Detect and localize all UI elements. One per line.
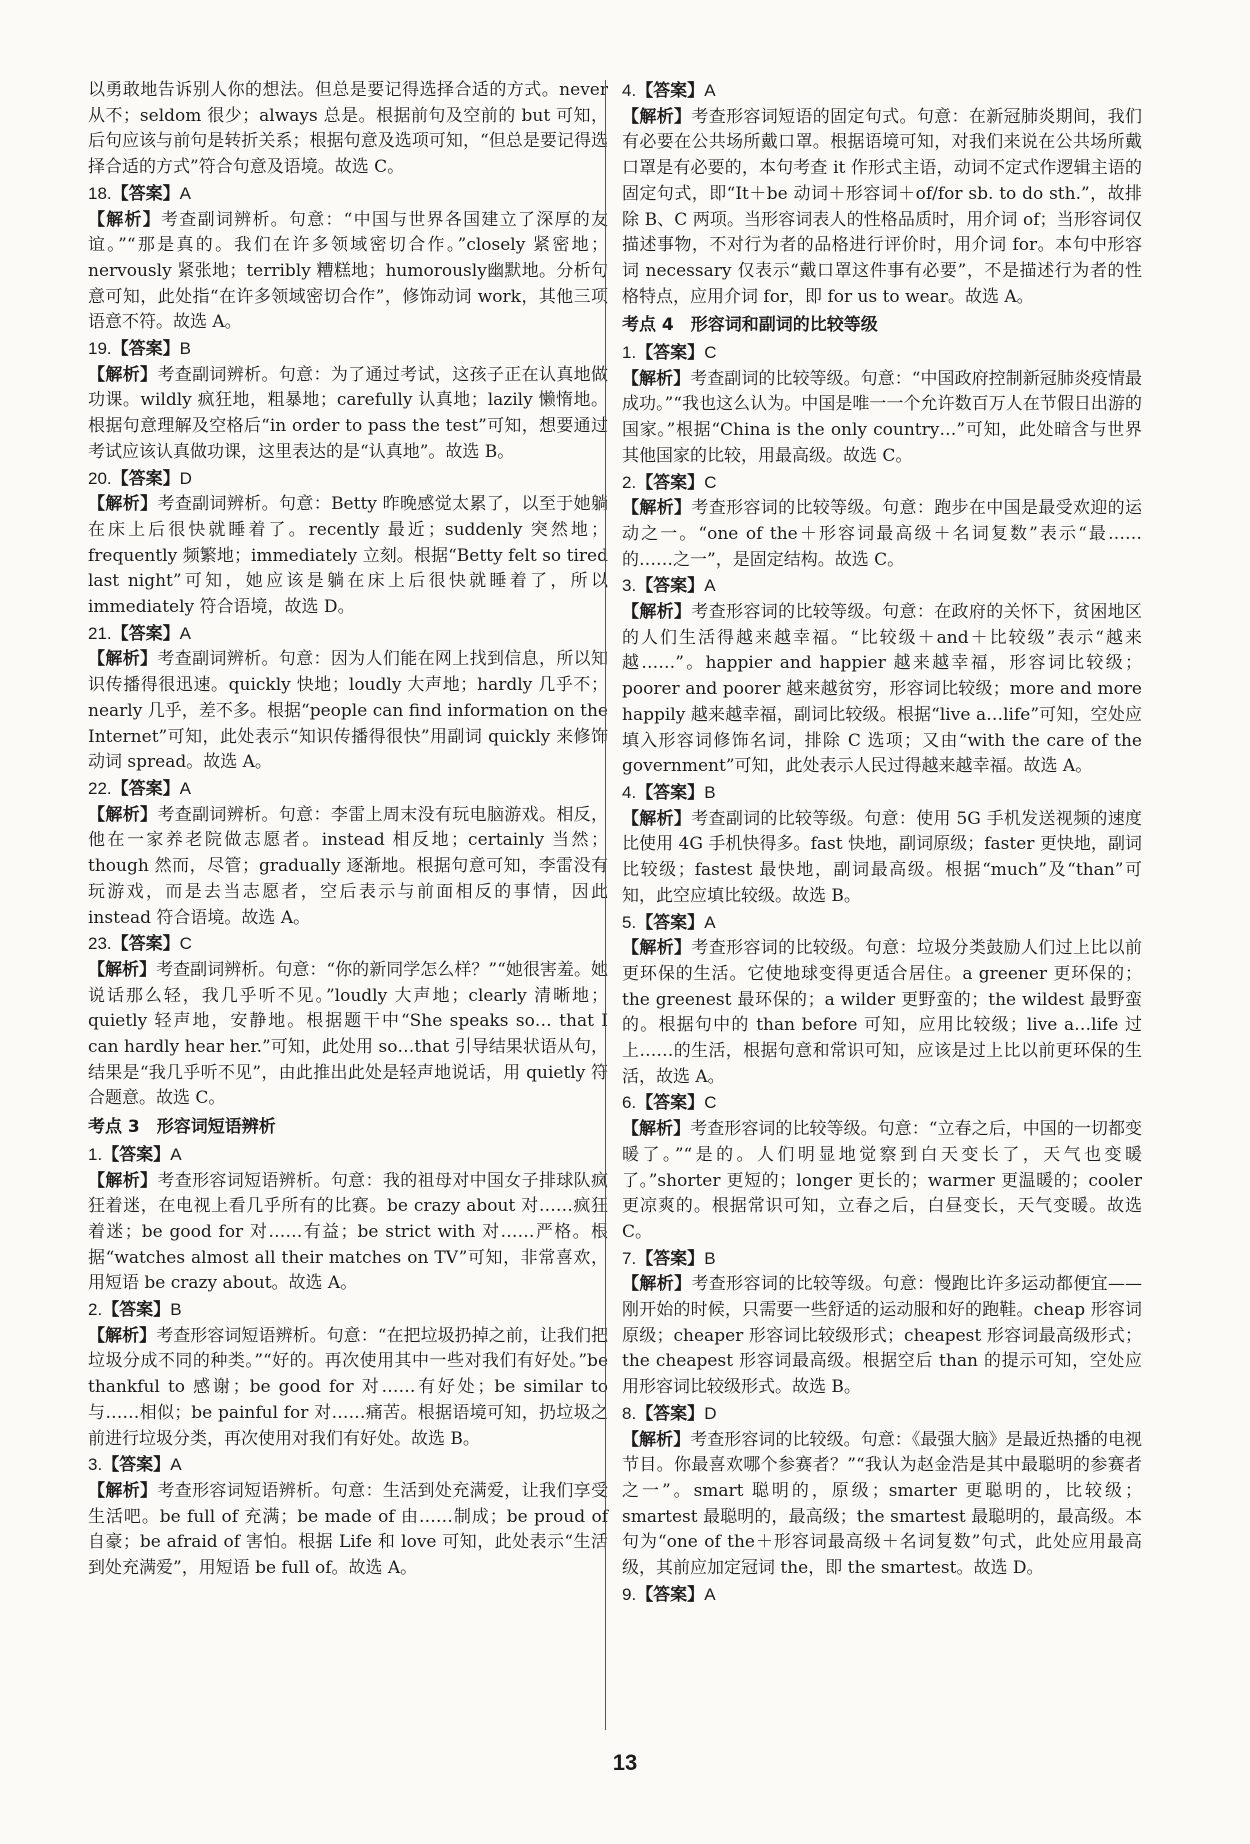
answer-choice: A xyxy=(704,576,716,596)
answer-tag: 【答案】 xyxy=(636,343,705,364)
explanation xyxy=(622,105,1142,311)
section-heading: 考点 4 形容词和副词的比较等级 xyxy=(622,315,878,336)
answer-choice: C xyxy=(704,1093,717,1113)
question-number: 21. xyxy=(88,623,112,643)
answer-item xyxy=(622,78,1142,310)
answer-tag: 【答案】 xyxy=(636,472,705,493)
answer-item xyxy=(622,340,1142,470)
explanation-tag: 【解析】 xyxy=(88,1170,158,1191)
question-number: 1. xyxy=(622,343,637,363)
explanation xyxy=(622,1428,1142,1582)
explanation xyxy=(622,807,1142,910)
question-number: 4. xyxy=(622,81,637,100)
answer-choice: D xyxy=(704,1403,717,1423)
answer-line xyxy=(88,931,608,958)
answer-item xyxy=(88,1297,608,1452)
answer-line xyxy=(622,910,1142,937)
explanation xyxy=(88,647,608,776)
answer-item xyxy=(622,1246,1142,1401)
explanation-text: 考查副词辨析。句意：因为人们能在网上找到信息，所以知识传播得很迅速。quickly 快地；loudly 大声地；hardly 几乎不；nearly 几乎，差不多。根据“people can find information on the Internet”可知，此处表示“知识传播得很快”用副词 quickly 来修饰动词 spread。故选 A。 xyxy=(88,649,609,773)
answer-item xyxy=(88,466,608,621)
answer-tag: 【答案】 xyxy=(636,1584,705,1605)
explanation-tag: 【解析】 xyxy=(88,959,157,980)
answer-item xyxy=(622,470,1142,574)
explanation-tag: 【解析】 xyxy=(622,1274,692,1295)
continuation-text: 以勇敢地告诉别人你的想法。但总是要记得选择合适的方式。never 从不；seldom 很少；always 总是。根据前句及空前的 but 可知，后句应该与前句是转折关系；根据句意及选项可知，“但总是要记得选择合适的方式”符合句意及语境。故选 C。 xyxy=(88,80,608,178)
explanation-text: 考查形容词短语辨析。句意：我的祖母对中国女子排球队疯狂着迷，在电视上看几乎所有的比赛。be crazy about 对……疯狂着迷；be good for 对……有益；be strict with 对……严格。根据“watches almost all their matches on TV”可知，非常喜欢，用短语 be crazy about。故选 A。 xyxy=(88,1170,609,1294)
explanation-tag: 【解析】 xyxy=(622,1119,691,1140)
answer-choice: A xyxy=(170,1144,182,1164)
question-number: 8. xyxy=(622,1403,637,1423)
answer-line xyxy=(88,1142,608,1169)
explanation-text: 考查形容词短语辨析。句意：“在把垃圾扔掉之前，让我们把垃圾分成不同的种类。”“好的。再次使用其中一些对我们有好处。”be thankful to 感谢；be good for 对……有好处；be similar to 与……相似；be painful for 对……痛苦。根据语境可知，扔垃圾之前进行垃圾分类，再次使用对我们有好处。故选 B。 xyxy=(88,1325,609,1449)
question-number: 6. xyxy=(622,1093,637,1113)
explanation-tag: 【解析】 xyxy=(88,209,162,230)
explanation xyxy=(88,208,608,337)
answer-item xyxy=(88,776,608,931)
explanation xyxy=(88,492,608,621)
answer-item xyxy=(88,1452,608,1582)
explanation-tag: 【解析】 xyxy=(622,602,692,623)
answer-line xyxy=(88,776,608,803)
answer-tag: 【答案】 xyxy=(111,183,180,204)
question-number: 1. xyxy=(88,1144,103,1164)
answer-choice: C xyxy=(704,472,717,492)
question-number: 23. xyxy=(88,934,112,954)
explanation xyxy=(622,600,1142,780)
explanation-text: 考查副词辨析。句意：为了通过考试，这孩子正在认真地做功课。wildly 疯狂地，粗暴地；carefully 认真地；lazily 懒惰地。根据句意理解及空格后“in order to pass the test”可知，想要通过考试应该认真做功课，这里表达的是“认真地”。故选 B。 xyxy=(88,364,609,462)
page-number: 13 xyxy=(612,1750,638,1775)
answer-tag: 【答案】 xyxy=(636,576,705,597)
answer-line xyxy=(88,1452,608,1479)
explanation-text: 考查形容词短语的固定句式。句意：在新冠肺炎期间，我们有必要在公共场所戴口罩。根据语境可知，对我们来说在公共场所戴口罩是有必要的，本句考查 it 作形式主语，动词不定式作逻辑主语的固定句式，即“It＋be 动词＋形容词＋of/for sb. to do sth.”，故排除 B、C 两项。当形容词表人的性格品质时，用介词 of；当形容词仅描述事物，不对行为者的品格进行评价时，用介词 for。本句中形容词 necessary 仅表示“戴口罩这件事有必要”，不是描述行为者的性格特点，应用介词 for，即 for us to wear。故选 A。 xyxy=(622,106,1143,307)
answer-line xyxy=(622,78,1142,105)
explanation-text: 考查形容词的比较等级。句意：跑步在中国是最受欢迎的运动之一。“one of the＋形容词最高级＋名词复数”表示“最……的……之一”，是固定结构。故选 C。 xyxy=(622,498,1143,570)
answer-line xyxy=(622,1401,1142,1428)
answer-choice: C xyxy=(704,343,717,363)
explanation-text: 考查副词辨析。句意：李雷上周末没有玩电脑游戏。相反，他在一家养老院做志愿者。instead 相反地；certainly 当然；though 然而，尽管；gradually 逐渐地。根据句意可知，李雷没有玩游戏，而是去当志愿者，空后表示与前面相反的事情，因此 instead 符合语境。故选 A。 xyxy=(88,804,609,928)
explanation-text: 考查副词的比较等级。句意：使用 5G 手机发送视频的速度比使用 4G 手机快得多。fast 快地，副词原级；faster 更快地，副词比较级；fastest 最快地，副词最高级。根据“much”及“than”可知，此空应填比较级。故选 B。 xyxy=(622,808,1143,906)
column-divider xyxy=(605,80,606,1730)
explanation-text: 考查形容词短语辨析。句意：生活到处充满爱，让我们享受生活吧。be full of 充满；be made of 由……制成；be proud of 自豪；be afraid of 害怕。根据 Life 和 love 可知，此处表示“生活到处充满爱”，用短语 be full of。故选 A。 xyxy=(88,1480,609,1579)
answer-line xyxy=(622,573,1142,600)
question-number: 3. xyxy=(622,576,637,596)
answer-tag: 【答案】 xyxy=(102,1300,171,1321)
answer-tag: 【答案】 xyxy=(111,934,180,955)
explanation-tag: 【解析】 xyxy=(622,498,692,519)
answer-tag: 【答案】 xyxy=(111,778,180,799)
answer-choice: B xyxy=(179,339,191,359)
explanation-tag: 【解析】 xyxy=(88,804,158,825)
explanation-text: 考查副词的比较等级。句意：“中国政府控制新冠肺炎疫情最成功。”“我也这么认为。中国是唯一一个允许数百万人在节假日出游的国家。”根据“China is the only country…”可知，此处暗含与世界其他国家的比较，用最高级。故选 C。 xyxy=(622,368,1143,466)
answer-item xyxy=(88,181,608,336)
explanation-tag: 【解析】 xyxy=(622,368,691,389)
explanation xyxy=(88,1169,608,1298)
answer-choice: B xyxy=(170,1300,182,1320)
answer-choice: A xyxy=(704,81,716,100)
answer-choice: A xyxy=(179,778,191,798)
explanation xyxy=(622,1272,1142,1401)
question-number: 2. xyxy=(88,1300,103,1320)
explanation xyxy=(88,1479,608,1582)
answer-tag: 【答案】 xyxy=(636,1093,705,1114)
explanation xyxy=(622,1117,1142,1246)
explanation-tag: 【解析】 xyxy=(88,494,158,515)
left-column xyxy=(88,78,608,1582)
answer-item xyxy=(622,910,1142,1091)
answer-item xyxy=(622,780,1142,910)
explanation xyxy=(622,936,1142,1090)
question-number: 5. xyxy=(622,912,637,932)
answer-line xyxy=(88,1297,608,1324)
answer-tag: 【答案】 xyxy=(102,1144,171,1165)
explanation-text: 考查形容词的比较等级。句意：在政府的关怀下，贫困地区的人们生活得越来越幸福。“比较级＋and＋比较级”表示“越来越……”。happier and happier 越来越幸福，形容词比较级；poorer and poorer 越来越贫穷，形容词比较级；more and more happily 越来越幸福，副词比较级。根据“live a…life”可知，空处应填入形容词修饰名词，排除 C 选项；又由“with the care of the government”可知，此处表示人民过得越来越幸福。故选 A。 xyxy=(622,602,1143,777)
answer-line xyxy=(88,466,608,493)
answer-tag: 【答案】 xyxy=(636,782,705,803)
answer-tag: 【答案】 xyxy=(111,623,180,644)
explanation-text: 考查形容词的比较等级。句意：慢跑比许多运动都便宜——刚开始的时候，只需要一些舒适的运动服和好的跑鞋。cheap 形容词原级；cheaper 形容词比较级形式；cheapest 形容词最高级形式；the cheapest 形容词最高级。根据空后 than 的提示可知，空处应用形容词比较级形式。故选 B。 xyxy=(622,1274,1143,1398)
answer-line xyxy=(88,336,608,363)
answer-tag: 【答案】 xyxy=(111,468,180,489)
answer-choice: C xyxy=(179,934,192,954)
answer-line xyxy=(622,470,1142,497)
answer-choice: A xyxy=(704,1584,716,1604)
answer-tag: 【答案】 xyxy=(636,1403,705,1424)
explanation-tag: 【解析】 xyxy=(88,1325,157,1346)
right-column xyxy=(622,78,1142,1608)
answer-line xyxy=(622,1582,1142,1609)
question-number: 3. xyxy=(88,1455,103,1475)
answer-item xyxy=(622,1582,1142,1609)
answer-line xyxy=(622,780,1142,807)
question-number: 18. xyxy=(88,183,112,203)
answer-item xyxy=(88,621,608,776)
answer-line xyxy=(88,181,608,208)
question-number: 22. xyxy=(88,778,112,798)
answer-tag: 【答案】 xyxy=(636,1248,705,1269)
question-number: 20. xyxy=(88,468,112,488)
explanation-text: 考查副词辨析。句意：“你的新同学怎么样？”“她很害羞。她说话那么轻，我几乎听不见。”loudly 大声地；clearly 清晰地；quietly 轻声地，安静地。根据题干中“She speaks so… that I can hardly hear her.”可知，此处用 so…that 引导结果状语从句，结果是“我几乎听不见”，由此推出此处是轻声地说话，用 quietly 符合题意。故选 C。 xyxy=(88,959,608,1109)
answer-line xyxy=(88,621,608,648)
answer-line xyxy=(622,1090,1142,1117)
explanation xyxy=(88,803,608,932)
answer-choice: D xyxy=(179,468,192,488)
explanation xyxy=(622,496,1142,573)
explanation-tag: 【解析】 xyxy=(88,364,158,385)
answer-choice: A xyxy=(179,623,191,643)
answer-tag: 【答案】 xyxy=(102,1455,171,1476)
answer-choice: B xyxy=(704,1248,716,1268)
explanation-text: 考查副词辨析。句意：“中国与世界各国建立了深厚的友谊。”“那是真的。我们在许多领域密切合作。”closely 紧密地；nervously 紧张地；terribly 糟糕地；humorously幽默地。分析句意可知，此处指“在许多领域密切合作”，修饰动词 work，其他三项语意不符。故选 A。 xyxy=(88,209,608,333)
answer-item xyxy=(88,1142,608,1297)
answer-choice: A xyxy=(704,912,716,932)
section-heading: 考点 3 形容词短语辨析 xyxy=(88,1117,276,1138)
explanation-tag: 【解析】 xyxy=(622,1429,691,1450)
explanation-text: 考查形容词的比较级。句意：《最强大脑》是最近热播的电视节目。你最喜欢哪个参赛者？”“我认为赵金浩是其中最聪明的参赛者之一”。smart 聪明的，原级；smarter 更聪明的，比较级；smartest 最聪明的，最高级；the smartest 最聪明的，最高级。本句为“one of the＋形容词最高级＋名词复数”句式，此处应用最高级，其前应加定冠词 the，即 the smartest。故选 D。 xyxy=(622,1429,1143,1579)
answer-tag: 【答案】 xyxy=(636,912,705,933)
explanation-text: 考查形容词的比较级。句意：垃圾分类鼓励人们过上比以前更环保的生活。它使地球变得更适合居住。a greener 更环保的；the greenest 最环保的；a wilder 更野蛮的；the wildest 最野蛮的。根据句中的 than before 可知，应用比较级；live a…life 过上……的生活，根据句意和常识可知，应该是过上比以前更环保的生活，故选 A。 xyxy=(622,938,1143,1087)
question-number: 7. xyxy=(622,1248,637,1268)
explanation-tag: 【解析】 xyxy=(622,808,692,829)
answer-line xyxy=(622,1246,1142,1273)
answer-choice: A xyxy=(179,183,191,203)
explanation-tag: 【解析】 xyxy=(622,106,692,127)
answer-item xyxy=(622,573,1142,780)
answer-item xyxy=(622,1401,1142,1582)
explanation-tag: 【解析】 xyxy=(88,1480,158,1501)
answer-item xyxy=(88,336,608,466)
question-number: 19. xyxy=(88,339,112,359)
question-number: 4. xyxy=(622,782,637,802)
explanation xyxy=(88,958,608,1112)
answer-choice: A xyxy=(170,1455,182,1475)
explanation-tag: 【解析】 xyxy=(622,938,692,959)
answer-item xyxy=(622,1090,1142,1245)
answer-tag: 【答案】 xyxy=(636,81,705,101)
explanation-tag: 【解析】 xyxy=(88,649,158,670)
question-number: 2. xyxy=(622,472,637,492)
question-number: 9. xyxy=(622,1584,637,1604)
explanation-text: 考查形容词的比较等级。句意：“立春之后，中国的一切都变暖了。”“是的。人们明显地觉察到白天变长了，天气也变暖了。”shorter 更短的；longer 更长的；warmer 更温暖的；cooler 更凉爽的。根据常识可知，立春之后，白昼变长，天气变暖。故选 C。 xyxy=(622,1119,1143,1242)
explanation xyxy=(88,1324,608,1453)
answer-tag: 【答案】 xyxy=(111,339,180,360)
answer-item xyxy=(88,931,608,1112)
explanation-text: 考查副词辨析。句意：Betty 昨晚感觉太累了，以至于她躺在床上后很快就睡着了。recently 最近；suddenly 突然地；frequently 频繁地；immediately 立刻。根据“Betty felt so tired last night”可知，她应该是躺在床上后很快就睡着了，所以 immediately 符合语境，故选 D。 xyxy=(88,494,608,618)
explanation xyxy=(622,367,1142,470)
explanation xyxy=(88,363,608,466)
answer-choice: B xyxy=(704,782,716,802)
answer-line xyxy=(622,340,1142,367)
